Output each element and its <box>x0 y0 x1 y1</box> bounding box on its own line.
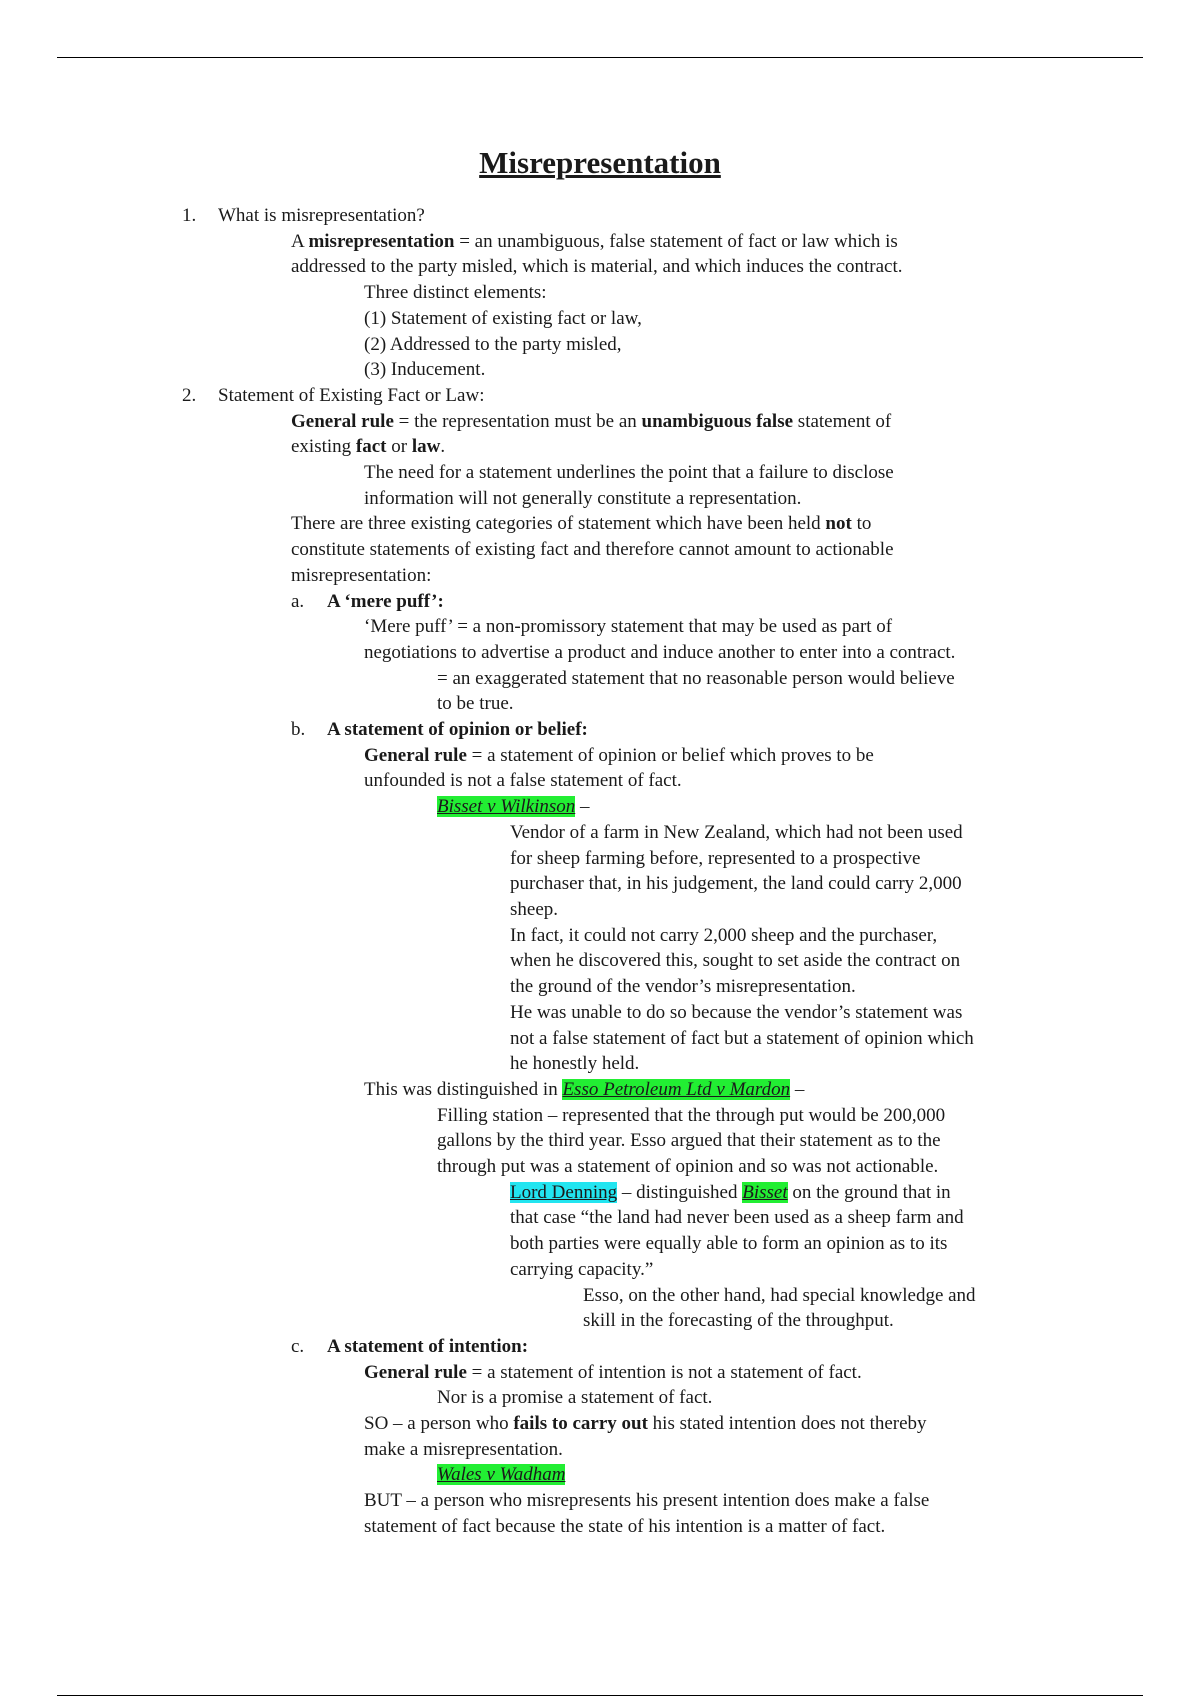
subsection-b-letter: b. <box>291 719 306 741</box>
puff-sub-line: = an exaggerated statement that no reasonable person would believe <box>437 667 955 689</box>
but-line: BUT – a person who misrepresents his present intention does make a false <box>364 1490 930 1512</box>
need-line: information will not generally constitute a representation. <box>364 487 802 509</box>
rule-emphasis: unambiguous false <box>641 410 794 432</box>
subsection-b-heading <box>0 717 1200 743</box>
def-text: = an unambiguous, false statement of fact or law which is <box>454 230 898 252</box>
distinguished-line <box>0 1077 1200 1103</box>
judge-name-highlight: Lord Denning <box>510 1181 618 1203</box>
distinguished-text: This was distinguished in <box>364 1078 563 1100</box>
element-item: (3) Inducement. <box>364 359 486 381</box>
so-line-2: make a misrepresentation. <box>364 1438 563 1460</box>
section-1-heading <box>0 203 1200 229</box>
case-line: He was unable to do so because the vendor’s statement was <box>510 1001 963 1023</box>
subsection-a-heading <box>0 589 1200 615</box>
section-1-number: 1. <box>182 205 197 226</box>
intention-rule-line <box>0 1360 1200 1386</box>
so-emphasis: fails to carry out <box>513 1413 648 1435</box>
case-line: In fact, it could not carry 2,000 sheep and the purchaser, <box>510 924 938 946</box>
judge-line: both parties were equally able to form an opinion as to its <box>510 1233 948 1255</box>
case-line: Vendor of a farm in New Zealand, which had not been used <box>510 821 963 843</box>
judge-text: on the ground that in <box>787 1181 951 1203</box>
document-page <box>0 145 1200 1540</box>
case-name-highlight: Bisset v Wilkinson <box>437 796 576 818</box>
subsection-c-letter: c. <box>291 1335 305 1357</box>
puff-line: ‘Mere puff’ = a non-promissory statement that may be used as part of <box>364 616 893 638</box>
subsection-b-title: A statement of opinion or belief: <box>327 719 588 741</box>
definition-line-1 <box>0 229 1200 255</box>
dash: – <box>790 1078 805 1100</box>
need-line: The need for a statement underlines the point that a failure to disclose <box>364 462 894 484</box>
element-item: (1) Statement of existing fact or law, <box>364 307 642 329</box>
elements-intro: Three distinct elements: <box>364 282 547 304</box>
rule-text: = a statement of opinion or belief which proves to be <box>466 744 874 766</box>
judge-text: – distinguished <box>617 1181 743 1203</box>
categories-line-1 <box>0 511 1200 537</box>
rule-fact: fact <box>355 436 387 458</box>
general-rule-label: General rule <box>364 1361 467 1383</box>
judge-line: that case “the land had never been used as a sheep farm and <box>510 1207 964 1229</box>
subsection-a-letter: a. <box>291 590 305 612</box>
case-name-highlight: Esso Petroleum Ltd v Mardon <box>562 1078 791 1100</box>
categories-text: to <box>851 513 872 535</box>
categories-line-3: misrepresentation: <box>291 564 432 586</box>
esso-knowledge-line: Esso, on the other hand, had special knowledge and <box>583 1284 976 1306</box>
so-line-1 <box>0 1411 1200 1437</box>
so-text: SO – a person who <box>364 1413 514 1435</box>
def-term: misrepresentation <box>308 230 455 252</box>
categories-not: not <box>825 513 852 535</box>
general-rule-line-1 <box>0 409 1200 435</box>
but-line: statement of fact because the state of his intention is a matter of fact. <box>364 1515 886 1537</box>
rule-text: existing <box>291 436 356 458</box>
general-rule-line-2 <box>0 434 1200 460</box>
esso-knowledge-line: skill in the forecasting of the throughput. <box>583 1310 894 1332</box>
judge-line: carrying capacity.” <box>510 1258 654 1280</box>
rule-text: . <box>440 436 446 458</box>
case-name-highlight: Wales v Wadham <box>437 1464 566 1486</box>
esso-line: gallons by the third year. Esso argued that their statement as to the <box>437 1130 941 1152</box>
case-name-highlight: Bisset <box>742 1181 788 1203</box>
rule-law: law <box>411 436 441 458</box>
subsection-a-title: A ‘mere puff’: <box>327 590 444 612</box>
subsection-c-heading <box>0 1334 1200 1360</box>
def-prefix: A <box>291 230 309 252</box>
so-text: his stated intention does not thereby <box>647 1413 927 1435</box>
case-bisset-heading <box>0 794 1200 820</box>
case-line: sheep. <box>510 898 559 920</box>
rule-text: = the representation must be an <box>393 410 642 432</box>
footer-rule <box>57 1695 1143 1696</box>
case-line: the ground of the vendor’s misrepresentation. <box>510 976 856 998</box>
opinion-rule-line-1 <box>0 743 1200 769</box>
section-2-heading <box>0 383 1200 409</box>
rule-text: = a statement of intention is not a statement of fact. <box>466 1361 862 1383</box>
element-item: (2) Addressed to the party misled, <box>364 333 622 355</box>
case-line: not a false statement of fact but a statement of opinion which <box>510 1027 974 1049</box>
case-wales-heading <box>0 1462 1200 1488</box>
section-2-heading-text: Statement of Existing Fact or Law: <box>218 384 485 406</box>
categories-line-2: constitute statements of existing fact and therefore cannot amount to actionable <box>291 539 894 561</box>
case-line: when he discovered this, sought to set aside the contract on <box>510 950 961 972</box>
judge-line-1 <box>0 1180 1200 1206</box>
categories-text: There are three existing categories of statement which have been held <box>291 513 826 535</box>
case-line: he honestly held. <box>510 1053 640 1075</box>
puff-sub-line: to be true. <box>437 693 514 715</box>
opinion-rule-line-2: unfounded is not a false statement of fact. <box>364 770 682 792</box>
general-rule-label: General rule <box>291 410 394 432</box>
esso-line: Filling station – represented that the through put would be 200,000 <box>437 1104 946 1126</box>
rule-text: or <box>386 436 412 458</box>
definition-line-2: addressed to the party misled, which is material, and which induces the contract. <box>291 256 903 278</box>
subsection-c-title: A statement of intention: <box>327 1335 529 1357</box>
case-line: purchaser that, in his judgement, the land could carry 2,000 <box>510 873 962 895</box>
rule-text: statement of <box>793 410 892 432</box>
puff-line: negotiations to advertise a product and induce another to enter into a contract. <box>364 641 956 663</box>
header-rule <box>57 57 1143 58</box>
page-title: Misrepresentation <box>479 145 721 180</box>
esso-line: through put was a statement of opinion and so was not actionable. <box>437 1156 939 1178</box>
promise-line: Nor is a promise a statement of fact. <box>437 1387 713 1409</box>
case-line: for sheep farming before, represented to a prospective <box>510 847 921 869</box>
dash: – <box>575 796 590 818</box>
section-2-number: 2. <box>182 384 197 406</box>
section-1-heading-text: What is misrepresentation? <box>218 205 425 226</box>
general-rule-label: General rule <box>364 744 467 766</box>
